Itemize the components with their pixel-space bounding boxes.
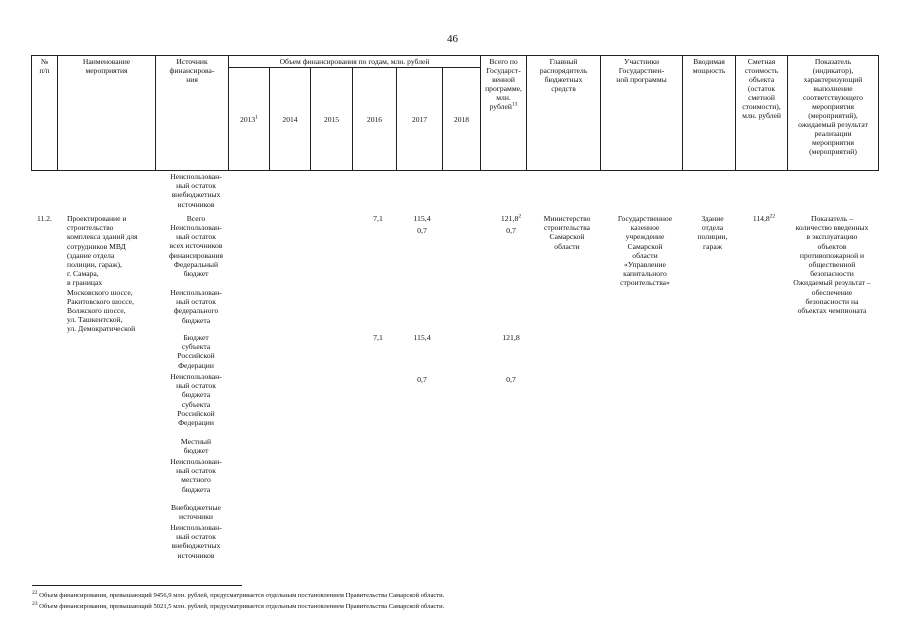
- row-num: 11.2.: [37, 214, 52, 223]
- source-regional-remainder: Неиспользован- ный остаток бюджета субъекта Российской Федерации: [170, 372, 222, 428]
- source-total: Всего: [186, 214, 206, 223]
- row-participants: Государственное казенное учреждение Самарской области «Управление капитального строительства»: [617, 214, 673, 288]
- header-source: Источник финансирова- ния: [156, 56, 229, 171]
- row-manager: Министерство строительства Самарской области: [543, 214, 591, 251]
- regional-2016: 7,1: [373, 333, 383, 342]
- header-year-2018: 2018: [443, 68, 481, 171]
- source-total-remainder: Неиспользован- ный остаток всех источников финансирования: [169, 223, 223, 260]
- source-regional: Бюджет субъекта Российской Федерации: [177, 333, 215, 370]
- source-extrabudget-remainder: Неиспользован- ный остаток внебюджетных источников: [170, 523, 222, 560]
- footnote-23: $^{23}$ Объем финансирования, превышающий 5021,5 млн. рублей, предусматривается отдельным постановлением Правительства Самарской области.: [32, 600, 445, 610]
- header-participants: Участники Государствен- ной программы: [601, 56, 683, 171]
- header-year-2014: 2014: [270, 68, 311, 171]
- row-capacity: Здание отдела полиции, гараж: [697, 214, 728, 251]
- header-year-2015: 2015: [311, 68, 353, 171]
- page-number: 46: [447, 33, 458, 45]
- regional-remainder-all: 0,7: [506, 375, 516, 384]
- source-federal-remainder: Неиспользован- ный остаток федерального бюджета: [170, 288, 222, 325]
- remainder-2017: 0,7: [417, 226, 427, 235]
- source-federal: Федеральный бюджет: [173, 260, 219, 279]
- header-year-2016: 2016: [353, 68, 397, 171]
- total-all: 121,8$^2$: [500, 213, 522, 223]
- header-table: [31, 55, 879, 171]
- row-cost: 114,8$^{22}$: [752, 213, 776, 223]
- header-indicator: Показатель (индикатор), характеризующий выполнение соответствующего мероприятия (мероприятий), ожидаемый результат реализации мероприятия (мероприятий): [788, 56, 879, 171]
- footnote-divider: [32, 585, 242, 586]
- header-manager: Главный распорядитель бюджетных средств: [527, 56, 601, 171]
- total-2016: 7,1: [373, 214, 383, 223]
- header-total: Всего по Государст- венной программе, млн. рублей$^{13}$: [481, 56, 527, 171]
- source-local-remainder: Неиспользован- ный остаток местного бюджета: [170, 457, 222, 494]
- total-2017: 115,4: [413, 214, 431, 223]
- header-capacity: Вводимая мощность: [683, 56, 736, 171]
- regional-remainder-2017: 0,7: [417, 375, 427, 384]
- carryover-source: Неиспользован- ный остаток внебюджетных источников: [170, 172, 222, 209]
- row-indicator: Показатель – количество введенных в эксплуатацию объектов противопожарной и общественной безопасности Ожидаемый результат – обеспечение безопасности на объектах чемпионата: [793, 214, 871, 316]
- remainder-all: 0,7: [506, 226, 516, 235]
- header-cost: Сметная стоимость объекта (остаток сметной стоимости), млн. рублей: [736, 56, 788, 171]
- header-name: Наименование мероприятия: [58, 56, 156, 171]
- header-year-2017: 2017: [397, 68, 443, 171]
- regional-all: 121,8: [502, 333, 520, 342]
- regional-2017: 115,4: [413, 333, 431, 342]
- header-year-2013: 2013$^1$: [229, 68, 270, 171]
- header-volume: Объем финансирования по годам, млн. рублей: [229, 56, 481, 68]
- source-extrabudget: Внебюджетные источники: [171, 503, 221, 522]
- footnote-22: $^{22}$ Объем финансирования, превышающий 9456,9 млн. рублей, предусматривается отдельным постановлением Правительства Самарской области.: [32, 589, 445, 599]
- header-num: № п/п: [32, 56, 58, 171]
- row-name: Проектирование и строительство комплекса зданий для сотрудников МВД (здание отдела полиции, гараж), г. Самара, в границах Московского шоссе, Ракитовского шоссе, Волжского шоссе, ул. Ташкентской, ул. Демократической: [67, 214, 138, 334]
- source-local: Местный бюджет: [180, 437, 212, 456]
